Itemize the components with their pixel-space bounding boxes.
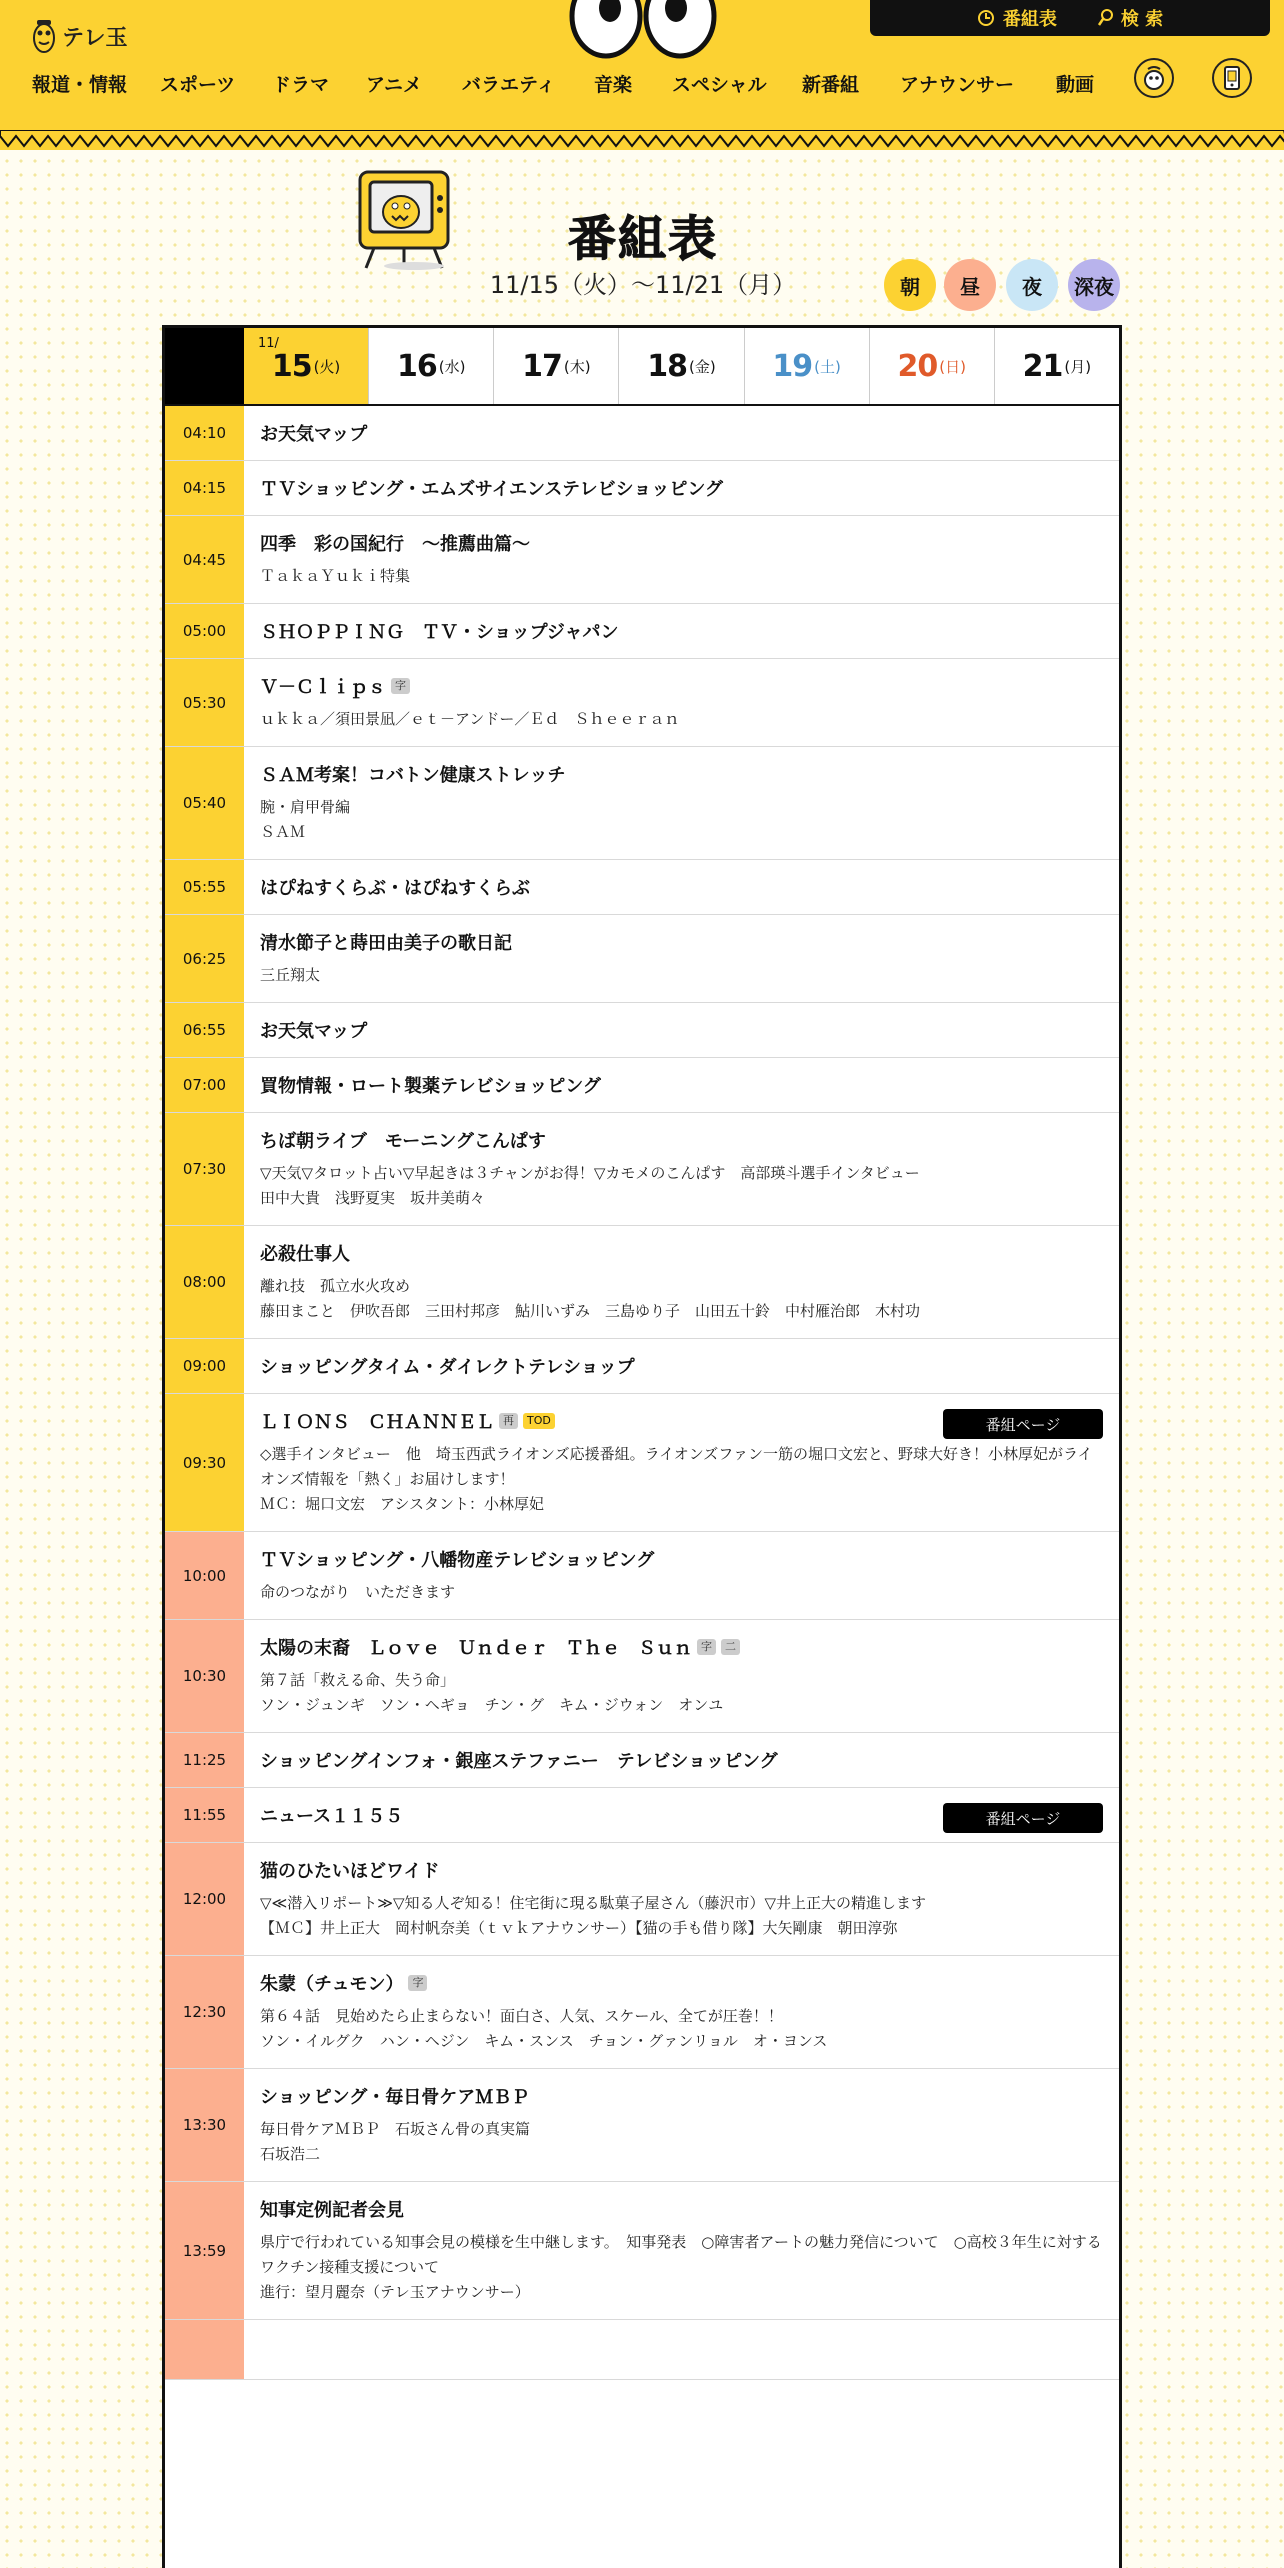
- program-description-line: 県庁で行われている知事会見の模様を生中継します。 知事発表 ○障害者アートの魅力発信について ○高校３年生に対するワクチン接種支援について: [260, 2233, 1102, 2276]
- program-description-line: 藤田まこと 伊吹吾郎 三田村邦彦 鮎川いずみ 三島ゆり子 山田五十鈴 中村雁治郎 木村功: [260, 1302, 921, 1320]
- program-title-text: ちば朝ライブ モーニングこんぱす: [260, 1131, 546, 1152]
- nav-item-music[interactable]: 音楽: [594, 74, 633, 96]
- time-daytime-button[interactable]: 昼: [944, 259, 996, 311]
- program-description-line: 命のつながり いただきます: [260, 1583, 456, 1601]
- program-time: 13:59: [165, 2182, 244, 2319]
- program-row[interactable]: [165, 860, 1119, 915]
- program-row[interactable]: [165, 1226, 1119, 1339]
- program-description: [260, 1668, 1103, 1718]
- date-day: 20: [897, 348, 938, 384]
- program-title[interactable]: [260, 874, 1103, 900]
- program-info: [244, 1058, 1119, 1112]
- program-title[interactable]: [260, 761, 1103, 787]
- date-dow: (金): [689, 357, 716, 376]
- program-title-text: ＴＶショッピング・八幡物産テレビショッピング: [260, 1550, 655, 1571]
- program-description-line: 毎日骨ケアＭＢＰ 石坂さん骨の真実篇: [260, 2120, 531, 2138]
- date-dow: (日): [939, 357, 966, 376]
- program-info: [244, 604, 1119, 658]
- program-info: [244, 915, 1119, 1002]
- program-description: [260, 2004, 1103, 2054]
- program-badge: 再: [499, 1413, 518, 1429]
- date-tab-21[interactable]: [994, 328, 1119, 404]
- date-tab-19[interactable]: [744, 328, 869, 404]
- program-title[interactable]: [260, 530, 1103, 556]
- time-night-button[interactable]: 夜: [1006, 259, 1058, 311]
- program-title[interactable]: [260, 2196, 1103, 2222]
- tv-mascot-icon: [354, 168, 460, 272]
- program-page-button[interactable]: 番組ページ: [943, 1409, 1103, 1439]
- program-badge-tod: TOD: [523, 1413, 555, 1429]
- program-title-text: 朱蒙（チュモン）: [260, 1974, 404, 1995]
- program-description-line: ▽≪潜入リポート≫▽知る人ぞ知る！住宅街に現る駄菓子屋さん（藤沢市）▽井上正大の精進します: [260, 1894, 927, 1912]
- nav-item-videos[interactable]: 動画: [1056, 74, 1095, 96]
- program-page-button[interactable]: 番組ページ: [943, 1803, 1103, 1833]
- clock-icon: [977, 9, 995, 27]
- schedule-link[interactable]: [977, 5, 1057, 31]
- program-row[interactable]: [165, 1394, 1119, 1532]
- date-corner: [165, 328, 244, 404]
- program-row[interactable]: [165, 516, 1119, 604]
- date-tab-16[interactable]: [368, 328, 493, 404]
- date-tab-15[interactable]: [244, 328, 368, 404]
- program-description: [260, 795, 1103, 845]
- date-tab-18[interactable]: [618, 328, 743, 404]
- program-time: 05:30: [165, 659, 244, 746]
- program-description-line: ソン・イルグク ハン・ヘジン キム・スンス チョン・グァンリョル オ・ヨンス: [260, 2032, 828, 2050]
- program-title-text: 猫のひたいほどワイド: [260, 1861, 440, 1882]
- program-info: [244, 1620, 1119, 1732]
- program-description-line: ソン・ジュンギ ソン・ヘギョ チン・グ キム・ジウォン オンユ: [260, 1696, 724, 1714]
- program-description: [260, 1161, 1103, 1211]
- teletama-channel-icon[interactable]: [1212, 58, 1252, 98]
- program-title[interactable]: [260, 1546, 1103, 1572]
- program-description-line: ▽天気▽タロット占い▽早起きは３チャンがお得！▽カモメのこんぱす 高部瑛斗選手インタビュー: [260, 1164, 920, 1182]
- program-title-text: ＬＩＯＮＳ ＣＨＡＮＮＥＬ: [260, 1412, 494, 1433]
- program-title-text: 四季 彩の国紀行 ～推薦曲篇～: [260, 534, 530, 555]
- main-nav: [0, 70, 1284, 100]
- page-title: 番組表: [567, 211, 718, 267]
- program-list: [165, 406, 1119, 2380]
- program-time: 11:25: [165, 1733, 244, 1787]
- program-title[interactable]: [260, 1970, 1103, 1996]
- program-description: [260, 2117, 1103, 2167]
- date-dow: (木): [563, 357, 591, 376]
- program-title[interactable]: [260, 618, 1103, 644]
- program-row[interactable]: [165, 1339, 1119, 1394]
- program-title-text: ＴＶショッピング・エムズサイエンステレビショッピング: [260, 479, 723, 500]
- program-row[interactable]: [165, 1058, 1119, 1113]
- program-description-line: ◇選手インタビュー 他 埼玉西武ライオンズ応援番組。ライオンズファン一筋の堀口文宏と、野球大好き！小林厚妃がライオンズ情報を「熱く」お届けします！: [260, 1445, 1093, 1488]
- program-description: [260, 564, 1103, 589]
- date-dow: (火): [313, 357, 341, 376]
- program-title[interactable]: [260, 1072, 1103, 1098]
- search-link-label: 検 索: [1120, 9, 1164, 30]
- program-row[interactable]: [165, 1788, 1119, 1843]
- program-time: [165, 2320, 244, 2379]
- program-description: [260, 2230, 1103, 2305]
- program-description: [260, 963, 1103, 988]
- program-title-text: ＳＡＭ考案！コバトン健康ストレッチ: [260, 765, 566, 786]
- program-description-line: ＳＡＭ: [260, 823, 306, 841]
- program-info: [244, 1339, 1119, 1393]
- program-row[interactable]: [165, 747, 1119, 860]
- search-icon: [1097, 9, 1113, 27]
- date-day: 19: [772, 348, 813, 384]
- character-face-icon: [1140, 64, 1168, 92]
- program-row[interactable]: [165, 604, 1119, 659]
- top-utility-bar: [870, 0, 1270, 36]
- program-time: 05:55: [165, 860, 244, 914]
- nav-item-sports[interactable]: スポーツ: [160, 74, 236, 96]
- program-info: [244, 1843, 1119, 1955]
- program-info: [244, 406, 1119, 460]
- program-row[interactable]: [165, 1113, 1119, 1226]
- program-info: [244, 1226, 1119, 1338]
- program-time: 12:00: [165, 1843, 244, 1955]
- nav-item-anime[interactable]: アニメ: [366, 74, 423, 96]
- program-description-line: 進行：望月麗奈（テレ玉アナウンサー）: [260, 2283, 530, 2301]
- program-description-line: ｕｋｋａ／須田景凪／ｅｔ－アンドー／Ｅｄ Ｓｈｅｅｒａｎ: [260, 710, 680, 728]
- date-day: 18: [647, 348, 687, 384]
- date-range: 11/15（火）〜11/21（月）: [489, 271, 797, 299]
- program-row[interactable]: [165, 2320, 1119, 2380]
- date-day: 16: [396, 348, 437, 384]
- header-zigzag-edge: [0, 130, 1284, 150]
- program-time: 11:55: [165, 1788, 244, 1842]
- program-time: 10:00: [165, 1532, 244, 1619]
- program-row[interactable]: [165, 461, 1119, 516]
- date-dow: (水): [438, 357, 466, 376]
- program-description-line: ＭＣ：堀口文宏 アシスタント：小林厚妃: [260, 1495, 544, 1513]
- program-time: 04:10: [165, 406, 244, 460]
- search-link[interactable]: [1097, 5, 1163, 31]
- program-title[interactable]: [260, 1127, 1103, 1153]
- program-title[interactable]: [260, 1353, 1103, 1379]
- program-row[interactable]: [165, 1956, 1119, 2069]
- program-title[interactable]: [260, 1857, 1103, 1883]
- program-title[interactable]: [260, 475, 1103, 501]
- program-info: [244, 860, 1119, 914]
- teletama-mascot-icon: [32, 18, 56, 54]
- program-title-text: ＳＨＯＰＰＩＮＧ ＴＶ・ショップジャパン: [260, 622, 619, 643]
- nav-item-announcers[interactable]: アナウンサー: [900, 74, 1015, 96]
- program-title-text: 清水節子と蒔田由美子の歌日記: [260, 933, 512, 954]
- program-info: [244, 2069, 1119, 2181]
- program-row[interactable]: [165, 2069, 1119, 2182]
- nav-item-drama[interactable]: ドラマ: [272, 74, 330, 96]
- program-badge: 二: [721, 1639, 740, 1655]
- program-time: 05:40: [165, 747, 244, 859]
- program-title[interactable]: [260, 929, 1103, 955]
- program-description-line: ＴａｋａＹｕｋｉ特集: [260, 567, 411, 585]
- program-row[interactable]: [165, 1532, 1119, 1620]
- program-info: [244, 2320, 1119, 2379]
- program-info: [244, 1394, 1119, 1531]
- program-time: 07:00: [165, 1058, 244, 1112]
- program-info: [244, 1956, 1119, 2068]
- program-time: 04:45: [165, 516, 244, 603]
- mascot-eyes-icon: [568, 0, 718, 66]
- program-description-line: 離れ技 孤立水火攻め: [260, 1277, 411, 1295]
- program-title-text: 必殺仕事人: [260, 1244, 350, 1265]
- program-description-line: 第６４話 見始めたら止まらない！面白さ、人気、スケール、全てが圧巻！！: [260, 2007, 783, 2025]
- program-time: 13:30: [165, 2069, 244, 2181]
- program-info: [244, 659, 1119, 746]
- nav-item-new-programs[interactable]: 新番組: [802, 74, 860, 96]
- site-logo[interactable]: [32, 18, 128, 54]
- program-title[interactable]: [260, 420, 1103, 446]
- program-time: 10:30: [165, 1620, 244, 1732]
- program-row[interactable]: [165, 406, 1119, 461]
- date-dow: (月): [1064, 357, 1092, 376]
- program-description-line: 三丘翔太: [260, 966, 321, 984]
- nav-item-variety[interactable]: バラエティ: [462, 74, 556, 96]
- date-day: 15: [271, 348, 312, 384]
- date-tab-17[interactable]: [493, 328, 618, 404]
- program-title-text: 知事定例記者会見: [260, 2200, 404, 2221]
- program-time: 06:55: [165, 1003, 244, 1057]
- program-description-line: 腕・肩甲骨編: [260, 798, 351, 816]
- program-info: [244, 516, 1119, 603]
- program-time: 07:30: [165, 1113, 244, 1225]
- program-description: [260, 707, 1103, 732]
- program-title-text: お天気マップ: [260, 424, 368, 445]
- date-month: 11/: [258, 336, 279, 351]
- program-badge: 字: [408, 1975, 427, 1991]
- phone-app-icon: [1219, 64, 1245, 92]
- program-row[interactable]: [165, 2182, 1119, 2320]
- program-info: [244, 461, 1119, 515]
- site-header: [0, 0, 1284, 150]
- program-title-text: ショッピング・毎日骨ケアＭＢＰ: [260, 2087, 530, 2108]
- program-title-text: お天気マップ: [260, 1021, 368, 1042]
- program-title-text: ニュース１１５５: [260, 1806, 404, 1827]
- program-description-line: 石坂浩二: [260, 2145, 321, 2163]
- program-title-text: ショッピングタイム・ダイレクトテレショップ: [260, 1357, 635, 1378]
- date-tabs: [165, 328, 1119, 406]
- time-morning-button[interactable]: 朝: [884, 259, 936, 311]
- date-day: 17: [522, 348, 562, 384]
- program-time: 05:00: [165, 604, 244, 658]
- nav-item-news[interactable]: 報道・情報: [32, 74, 128, 96]
- program-description-line: 【ＭＣ】井上正大 岡村帆奈美（ｔｖｋアナウンサー）【猫の手も借り隊】大矢剛康 朝田淳弥: [260, 1919, 898, 1937]
- program-row[interactable]: [165, 1620, 1119, 1733]
- program-badge: 字: [391, 678, 410, 694]
- program-title-text: はぴねすくらぶ・はぴねすくらぶ: [260, 878, 530, 899]
- program-info: [244, 747, 1119, 859]
- program-title[interactable]: [260, 1747, 1103, 1773]
- program-row[interactable]: [165, 1003, 1119, 1058]
- program-schedule: [162, 325, 1122, 2568]
- nav-item-special[interactable]: スペシャル: [672, 74, 767, 96]
- program-info: [244, 1113, 1119, 1225]
- logo-text: テレ玉: [62, 25, 128, 51]
- teletama-character-icon[interactable]: [1134, 58, 1174, 98]
- program-time: 06:25: [165, 915, 244, 1002]
- program-title-text: 太陽の末裔 Ｌｏｖｅ Ｕｎｄｅｒ Ｔｈｅ Ｓｕｎ: [260, 1638, 692, 1659]
- time-latenight-button[interactable]: 深夜: [1068, 259, 1120, 311]
- program-title-text: ショッピングインフォ・銀座ステファニー テレビショッピング: [260, 1751, 778, 1772]
- date-day: 21: [1022, 348, 1063, 384]
- program-title[interactable]: [260, 1240, 1103, 1266]
- program-description: [260, 1274, 1103, 1324]
- program-time: 08:00: [165, 1226, 244, 1338]
- schedule-link-label: 番組表: [1002, 9, 1057, 30]
- program-title[interactable]: [260, 1634, 1103, 1660]
- program-time: 04:15: [165, 461, 244, 515]
- program-title[interactable]: [260, 673, 1103, 699]
- program-info: [244, 1532, 1119, 1619]
- program-description: [260, 1442, 1103, 1517]
- program-description-line: 第７話「救える命、失う命」: [260, 1671, 456, 1689]
- date-dow: (土): [814, 357, 841, 376]
- program-row[interactable]: [165, 1733, 1119, 1788]
- program-time: 09:00: [165, 1339, 244, 1393]
- program-title[interactable]: [260, 2083, 1103, 2109]
- program-time: 09:30: [165, 1394, 244, 1531]
- date-tab-20[interactable]: [869, 328, 994, 404]
- program-description: [260, 1891, 1103, 1941]
- program-info: [244, 2182, 1119, 2319]
- program-info: [244, 1788, 1119, 1842]
- program-title[interactable]: [260, 1017, 1103, 1043]
- program-description-line: 田中大貴 浅野夏実 坂井美萌々: [260, 1189, 486, 1207]
- program-row[interactable]: [165, 1843, 1119, 1956]
- program-info: [244, 1003, 1119, 1057]
- program-info: [244, 1733, 1119, 1787]
- program-row[interactable]: [165, 915, 1119, 1003]
- program-row[interactable]: [165, 659, 1119, 747]
- program-badge: 字: [697, 1639, 716, 1655]
- program-time: 12:30: [165, 1956, 244, 2068]
- program-description: [260, 1580, 1103, 1605]
- program-title-text: Ｖ－Ｃｌｉｐｓ: [260, 677, 386, 698]
- program-title-text: 買物情報・ロート製薬テレビショッピング: [260, 1076, 601, 1097]
